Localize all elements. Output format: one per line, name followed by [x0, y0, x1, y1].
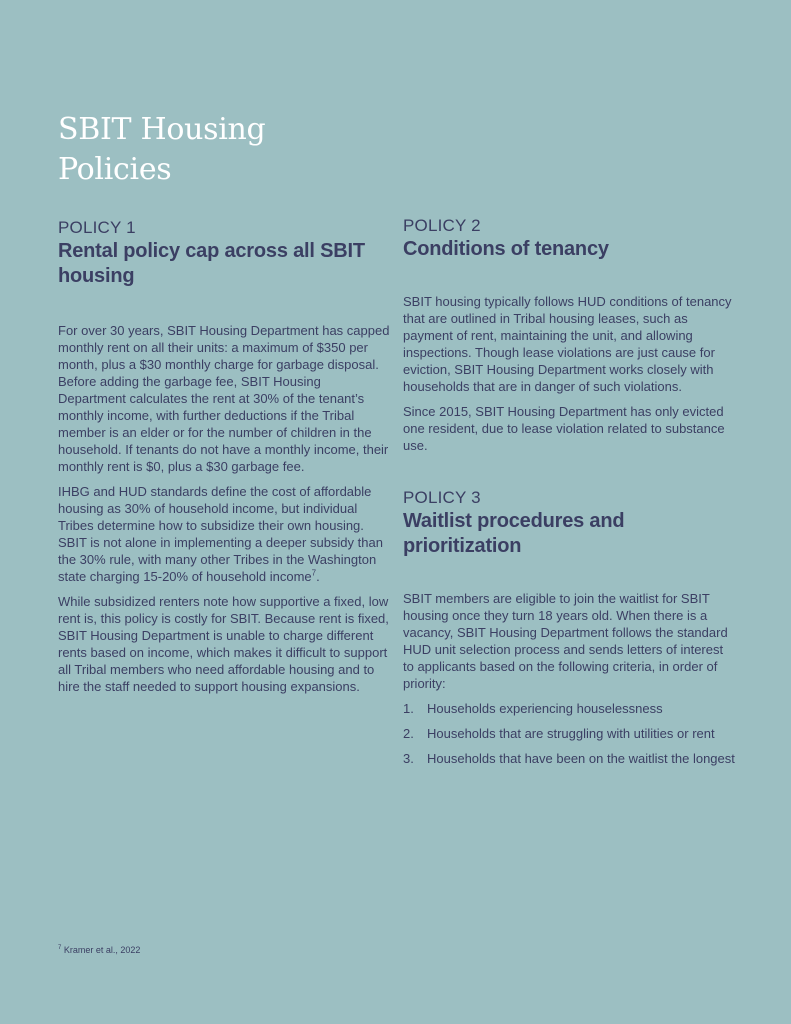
policy-3-paragraph-1: SBIT members are eligible to join the waitlist for SBIT housing once they turn 18 years old. When there is a vacancy, SBIT Housing Department follows the standard HUD unit selection process and sends letters of interest to applicants based on the following criteria, in order of priority: — [403, 591, 728, 691]
list-item-number: 2. — [403, 726, 414, 741]
policy-1-heading: Rental policy cap across all SBIT housing — [58, 240, 365, 287]
list-item-text: Households that are struggling with utilities or rent — [427, 726, 715, 741]
footnote-text: Kramer et al., 2022 — [63, 945, 141, 955]
policy-2-heading: Conditions of tenancy — [403, 238, 609, 260]
list-item-text: Households experiencing houselessness — [427, 701, 663, 716]
page-title-line-1: SBIT Housing — [58, 112, 266, 147]
list-item-text: Households that have been on the waitlist the longest — [427, 751, 735, 766]
list-item-number: 1. — [403, 701, 414, 716]
policy-3-heading: Waitlist procedures and prioritization — [403, 510, 625, 557]
page-title-line-2: Policies — [58, 152, 172, 187]
policy-1-label: POLICY 1 — [58, 218, 136, 237]
list-item-number: 3. — [403, 751, 414, 766]
list-item — [403, 700, 735, 717]
policy-1-paragraph-1: For over 30 years, SBIT Housing Department has capped monthly rent on all their units: a maximum of $350 per month, plus a $30 monthly charge for garbage disposal. Before adding the garbage fee, SBIT Housing Department calculates the rent at 30% of the tenant’s monthly income, with further deductions if the Tribal member is an elder or for the number of children in the household. If tenants do not have a monthly income, their monthly rent is $0, plus a $30 garbage fee. — [58, 323, 390, 474]
footnote-marker: 7 — [58, 945, 62, 951]
footnote-reference: 7 — [311, 568, 317, 578]
policy-1-section — [58, 217, 390, 703]
list-item — [403, 750, 735, 767]
policy-2-paragraph-2: Since 2015, SBIT Housing Department has only evicted one resident, due to lease violation related to substance use. — [403, 404, 725, 453]
policy-1-paragraph-3: While subsidized renters note how supportive a fixed, low rent is, this policy is costly for SBIT. Because rent is fixed, SBIT Housing Department is unable to charge different rents based on income, which makes it difficult to support all Tribal members who need affordable housing and to hire the staff needed to support housing expansions. — [58, 594, 389, 694]
right-column — [403, 215, 735, 775]
policy-1-paragraph-2: IHBG and HUD standards define the cost of affordable housing as 30% of household income, but individual Tribes determine how to subsidize their own housing. SBIT is not alone in implementing a deeper subsidy than the 30% rule, with many other Tribes in the Washington state charging 15-20% of household income$^7$. — [58, 484, 383, 584]
policy-1-paragraph-2-text: IHBG and HUD standards define the cost of affordable housing as 30% of household income, but individual Tribes determine how to subsidize their own housing. SBIT is not alone in implementing a deeper subsidy than the 30% rule, with many other Tribes in the Washington state charging 15-20% of household income — [58, 484, 383, 584]
policy-3-label: POLICY 3 — [403, 488, 481, 507]
list-item — [403, 725, 735, 742]
policy-3-section — [403, 487, 735, 767]
priority-criteria-list — [403, 700, 735, 767]
page-title — [58, 110, 378, 190]
footnote — [58, 944, 140, 956]
policy-2-paragraph-1: SBIT housing typically follows HUD conditions of tenancy that are outlined in Tribal housing leases, such as payment of rent, maintaining the unit, and allowing inspections. Though lease violations are just cause for eviction, SBIT Housing Department works closely with households that are in danger of such violations. — [403, 294, 732, 394]
policy-2-label: POLICY 2 — [403, 216, 481, 235]
policy-2-section — [403, 215, 735, 454]
